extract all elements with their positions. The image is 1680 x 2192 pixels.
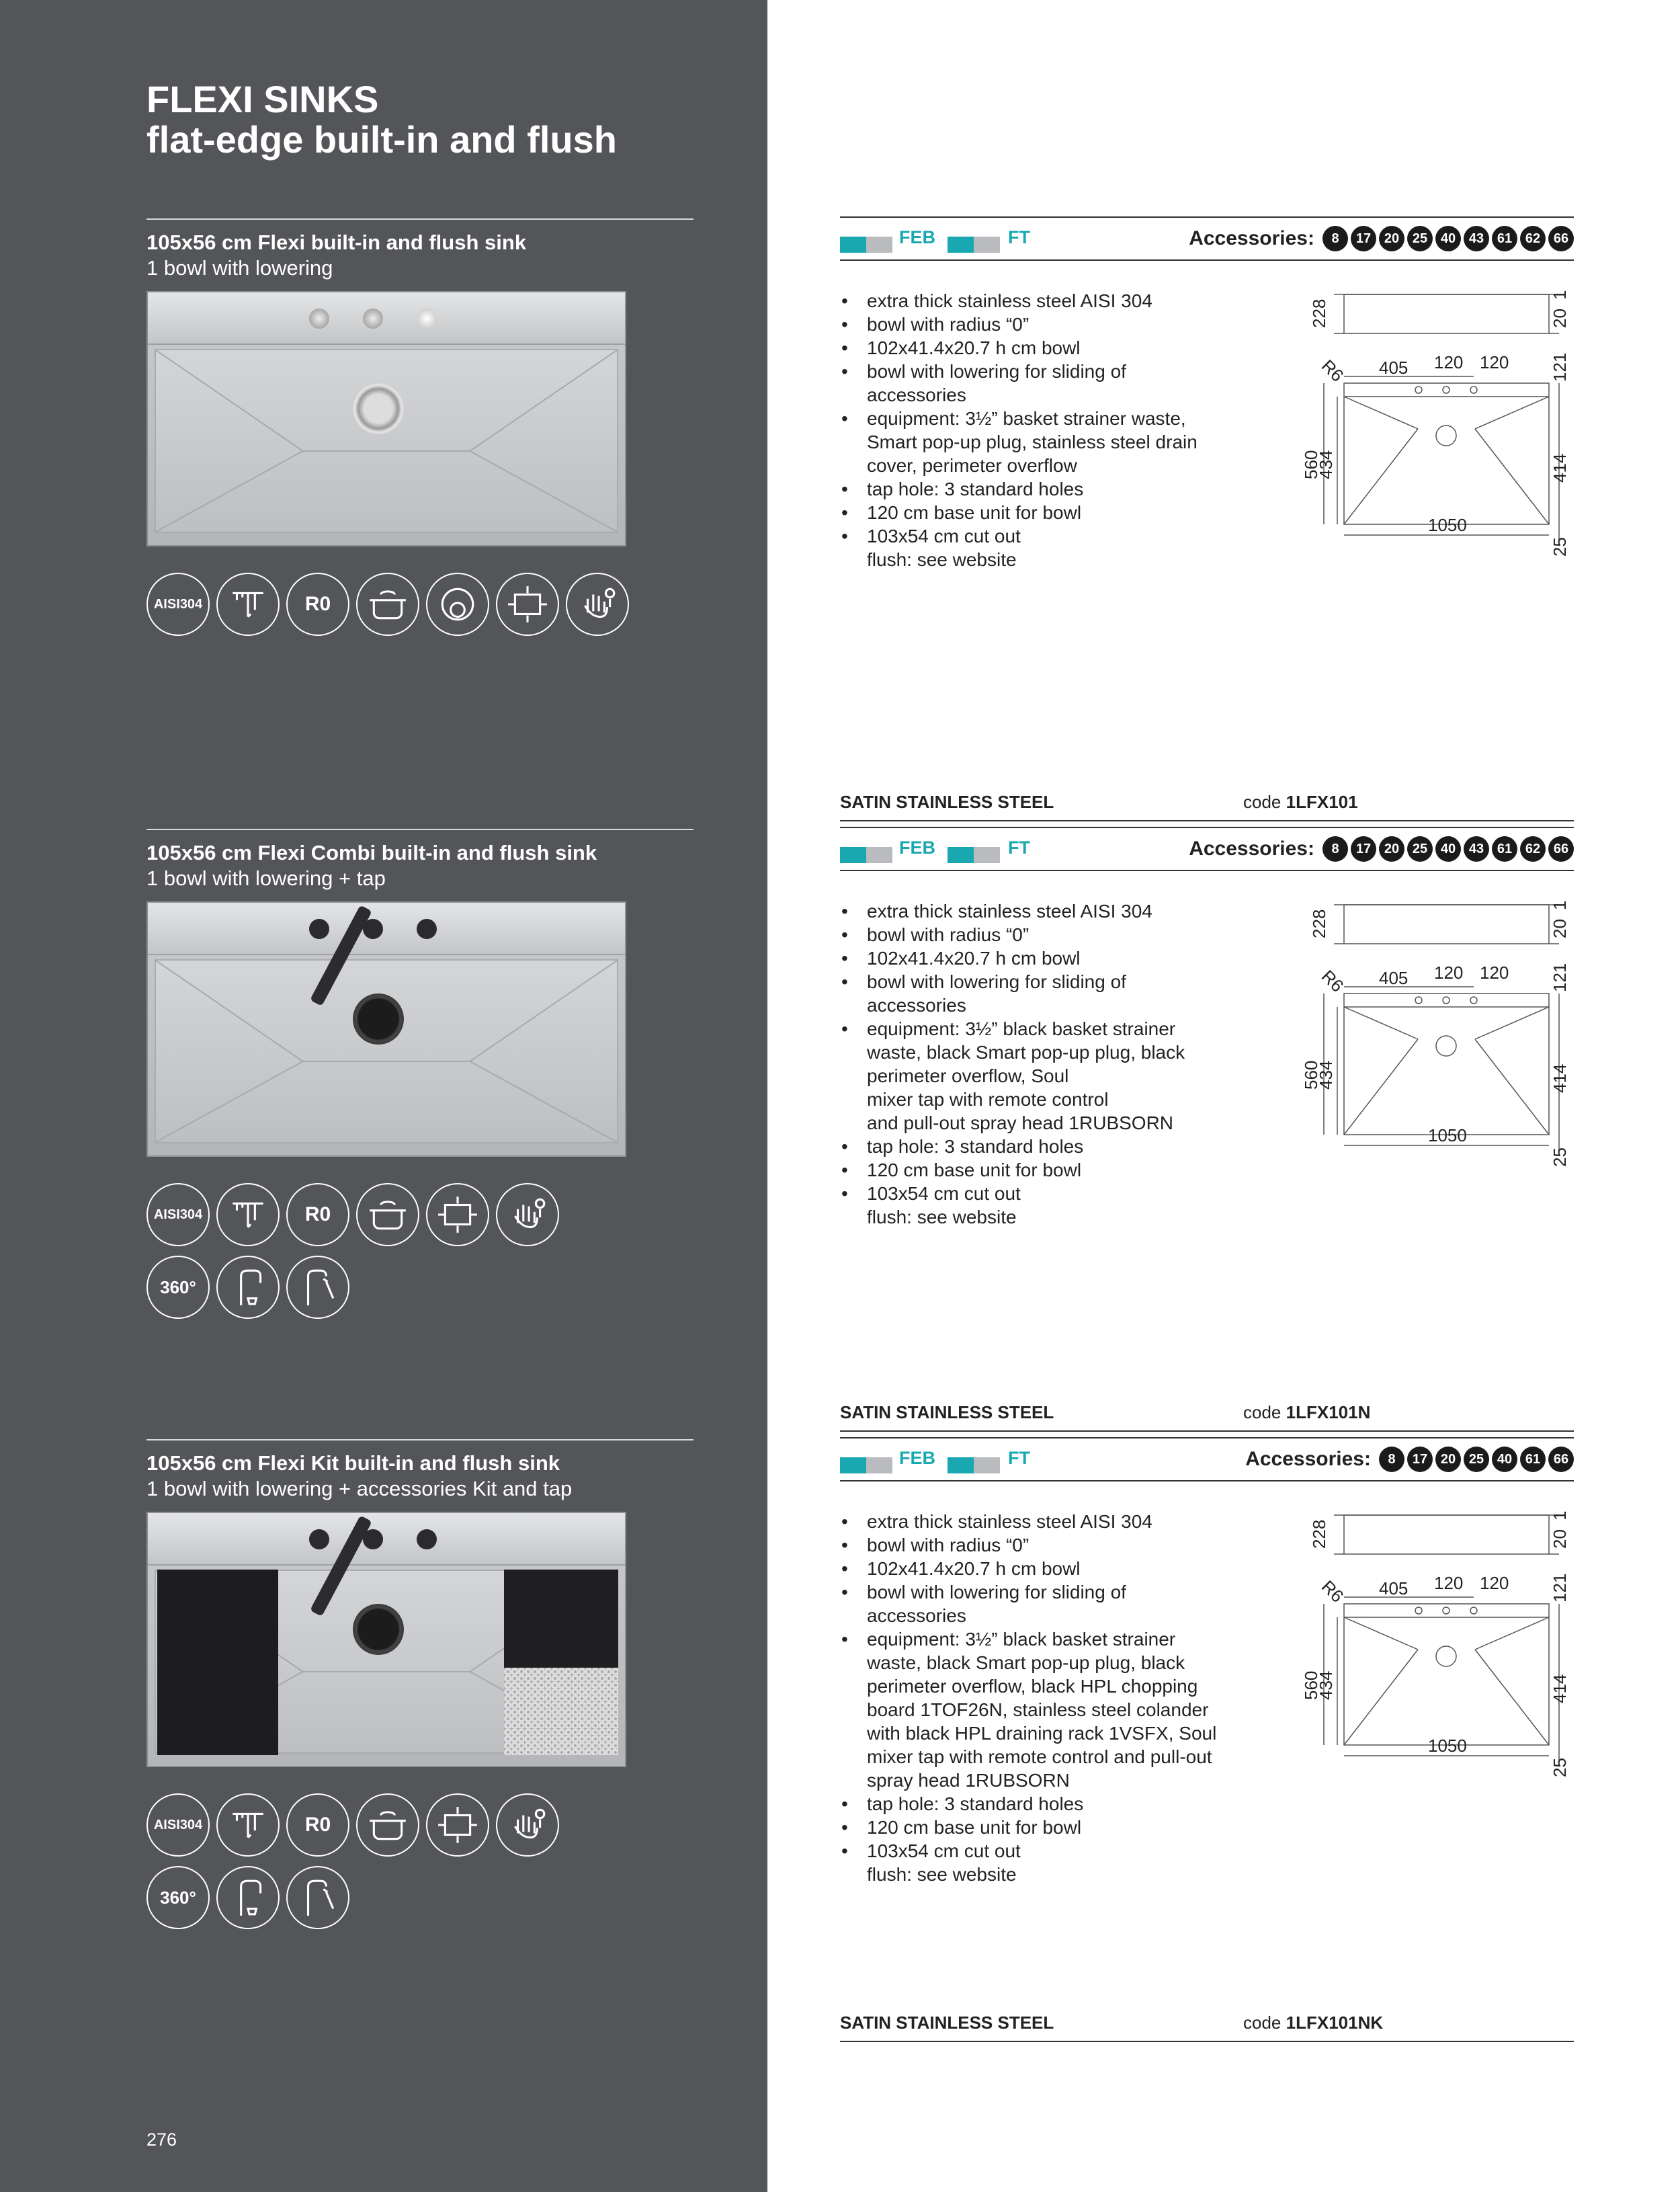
title-line-1: FLEXI SINKS [146,78,379,120]
accessories-label: Accessories: [1189,227,1314,249]
dimension-label: 560 [1301,450,1321,479]
rotation-360-icon [146,1866,210,1929]
accessory-badge[interactable]: 43 [1464,226,1489,251]
finish-label: SATIN STAINLESS STEEL [840,1402,1054,1422]
spec-item: • bowl with lowering for sliding of [867,360,1304,383]
drain [353,1604,404,1655]
tap-hole [309,919,329,939]
code-label: code [1243,1402,1282,1422]
tap-hole [309,309,329,329]
technical-drawing [1277,281,1579,563]
dimension-label: 414 [1550,1674,1570,1703]
tap-icon [216,1256,280,1319]
spec-item: mixer tap with remote control [867,1089,1109,1110]
spec-item: accessories [867,384,966,405]
spec-item: • 102x41.4x20.7 h cm bowl [867,336,1304,360]
dimension-label: R6 [1317,966,1348,996]
plate-icon [426,573,489,636]
sink-bowl [155,349,618,533]
spec-item: • 120 cm base unit for bowl [867,501,1304,524]
spec-item: perimeter overflow, black HPL chopping [867,1676,1198,1697]
caliper-icon [216,1793,280,1857]
dimension-label: 414 [1550,453,1570,483]
dimension-label: 120 [1480,1573,1509,1593]
tap-hole [417,919,437,939]
ft-label: FT [1008,1448,1030,1468]
feb-mount-icon [840,847,892,863]
dimension-label: 25 [1550,537,1570,557]
spec-item: and pull-out spray head 1RUBSORN [867,1112,1174,1133]
dimension-label: R6 [1317,356,1348,386]
product-header-bar [840,1437,1574,1481]
product-code [1243,1402,1370,1423]
accessory-badge[interactable]: 17 [1407,1447,1433,1472]
radius-0: 0 [319,1203,331,1225]
dimension-label: 405 [1379,358,1409,378]
product-title: 105x56 cm Flexi built-in and flush sink [146,231,527,254]
spec-item: • 120 cm base unit for bowl [867,1158,1304,1182]
feb-mount-icon [840,1457,892,1473]
aisi-label: AISI [153,596,180,612]
aisi-grade: 304 [179,1817,203,1832]
dimension-label: 25 [1550,1758,1570,1777]
code-label: code [1243,792,1282,812]
technical-drawing [1277,891,1579,1174]
spec-item: • 103x54 cm cut out [867,524,1304,548]
feature-icons [146,573,629,636]
feature-icons [146,1793,559,1857]
spec-item: flush: see website [867,549,1017,570]
dimension-label: 20 [1550,309,1570,328]
product-header-bar [840,216,1574,261]
aisi-304-icon [146,1793,210,1857]
dimension-label: 560 [1301,1060,1321,1090]
spec-item: • bowl with radius “0” [867,313,1304,336]
aisi-304-icon [146,1183,210,1246]
product-photo [146,901,626,1157]
tap-feature-icons [146,1256,349,1319]
spec-list [840,289,1304,571]
dimension-label: 1050 [1428,515,1467,535]
aisi-304-icon [146,573,210,636]
product-header-bar [840,827,1574,871]
sink-deck [148,903,625,955]
accessory-badge[interactable]: 43 [1464,836,1489,862]
spec-item: accessories [867,995,966,1016]
dimension-label: 560 [1301,1670,1321,1700]
sink-deck [148,292,625,345]
accessory-badge[interactable]: 20 [1379,226,1404,251]
dimension-label: 414 [1550,1063,1570,1093]
accessory-badge[interactable]: 62 [1520,226,1546,251]
spec-item: • extra thick stainless steel AISI 304 [867,289,1304,313]
spec-list [840,1510,1304,1886]
dimension-label: 1050 [1428,1125,1467,1145]
accessory-badge[interactable]: 66 [1548,226,1574,251]
spec-item: • tap hole: 3 standard holes [867,1792,1304,1816]
section-divider [840,820,1574,821]
radius-r: R [304,1203,320,1225]
spec-item: • equipment: 3½” basket strainer waste, [867,407,1304,430]
spec-item: • 102x41.4x20.7 h cm bowl [867,946,1304,970]
spec-item: • 103x54 cm cut out [867,1839,1304,1863]
accessory-badge[interactable]: 61 [1520,1447,1546,1472]
pot-icon [356,1793,419,1857]
spec-item: waste, black Smart pop-up plug, black [867,1042,1185,1063]
accessory-badge[interactable]: 25 [1407,836,1433,862]
tap-hole [417,1529,437,1549]
spec-item: • equipment: 3½” black basket strainer [867,1017,1304,1041]
dimension-label: 1 [1550,900,1570,910]
page-number: 276 [146,2129,177,2150]
radius-zero-icon [286,573,349,636]
feb-label: FEB [899,838,935,858]
cutout-icon [496,573,559,636]
product-heading [146,829,694,891]
dimension-label: 228 [1309,298,1329,328]
spec-item: with black HPL draining rack 1VSFX, Soul [867,1723,1217,1744]
feature-icons [146,1183,559,1246]
spec-item: • extra thick stainless steel AISI 304 [867,899,1304,923]
spec-item: • bowl with radius “0” [867,1533,1304,1557]
dimension-label: R6 [1317,1576,1348,1607]
dimension-label: 121 [1550,1573,1570,1602]
spec-item: waste, black Smart pop-up plug, black [867,1652,1185,1673]
spec-item: mixer tap with remote control and pull-out [867,1746,1212,1767]
dimension-label: 228 [1309,1519,1329,1549]
radius-r: R [304,1814,320,1836]
dimension-label: 434 [1316,1670,1336,1700]
accessory-badge[interactable]: 8 [1322,226,1348,251]
accessories-label: Accessories: [1189,838,1314,860]
radius-0: 0 [319,1814,331,1836]
accessory-badge[interactable]: 40 [1435,226,1461,251]
accessories-label: Accessories: [1245,1448,1371,1470]
accessory-badge[interactable]: 25 [1464,1447,1489,1472]
accessory-badge[interactable]: 40 [1435,836,1461,862]
tap-icon [216,1866,280,1929]
product-heading [146,218,694,280]
accessory-badge[interactable]: 62 [1520,836,1546,862]
dimension-label: 1 [1550,1510,1570,1520]
product-subtitle: 1 bowl with lowering + accessories Kit and tap [146,1477,573,1500]
spec-item: flush: see website [867,1864,1017,1885]
tap-hole [417,309,437,329]
code-value: 1LFX101 [1286,792,1358,812]
dimension-label: 120 [1434,963,1464,983]
product-subtitle: 1 bowl with lowering + tap [146,866,386,890]
dimension-label: 228 [1309,909,1329,938]
dimension-label: 120 [1480,963,1509,983]
dimension-label: 434 [1316,1060,1336,1090]
ft-label: FT [1008,838,1030,858]
accessory-badge[interactable]: 61 [1492,226,1517,251]
accessory-badge[interactable]: 61 [1492,836,1517,862]
ft-label: FT [1008,227,1030,247]
product-photo [146,291,626,546]
spec-item: • equipment: 3½” black basket strainer [867,1627,1304,1651]
accessories-list [1189,226,1574,251]
radius-zero-icon [286,1793,349,1857]
pot-icon [356,1183,419,1246]
code-value: 1LFX101NK [1286,2013,1384,2033]
cutout-icon [426,1183,489,1246]
product-code [1243,792,1358,813]
spec-item: • bowl with lowering for sliding of [867,970,1304,993]
spec-item: cover, perimeter overflow [867,455,1077,476]
spec-item: • tap hole: 3 standard holes [867,1135,1304,1158]
accessory-badge[interactable]: 20 [1435,1447,1461,1472]
radius-zero-icon [286,1183,349,1246]
spec-item: flush: see website [867,1207,1017,1227]
dimension-label: 20 [1550,1529,1570,1549]
tap-hole [363,309,383,329]
dimension-label: 25 [1550,1147,1570,1167]
spec-item: board 1TOF26N, stainless steel colander [867,1699,1209,1720]
dimension-label: 1 [1550,290,1570,300]
spec-item: accessories [867,1605,966,1626]
rotation-label: 360° [160,1276,196,1297]
spec-item: • 120 cm base unit for bowl [867,1816,1304,1839]
spec-item: • bowl with lowering for sliding of [867,1580,1304,1604]
code-label: code [1243,2013,1282,2033]
dimension-label: 1050 [1428,1736,1467,1756]
accessories-list [1189,836,1574,862]
product-subtitle: 1 bowl with lowering [146,256,333,280]
rotation-360-icon [146,1256,210,1319]
product-photo [146,1512,626,1767]
feb-label: FEB [899,227,935,247]
dimension-label: 120 [1480,352,1509,372]
drain [353,993,404,1045]
aisi-grade: 304 [179,596,203,612]
pot-icon [356,573,419,636]
rotation-label: 360° [160,1887,196,1908]
sink-deck [148,1513,625,1566]
spec-item: • tap hole: 3 standard holes [867,477,1304,501]
pull-out-spray-icon [286,1256,349,1319]
pull-out-spray-icon [286,1866,349,1929]
feb-mount-icon [840,237,892,253]
ft-mount-icon [948,237,1000,253]
dimension-label: 120 [1434,1573,1464,1593]
drain [353,383,404,434]
finish-label: SATIN STAINLESS STEEL [840,792,1054,812]
aisi-label: AISI [153,1817,180,1832]
radius-0: 0 [319,593,331,615]
product-title: 105x56 cm Flexi Combi built-in and flush sink [146,841,597,864]
aisi-grade: 304 [179,1207,203,1222]
spec-item: spray head 1RUBSORN [867,1770,1070,1791]
cutout-icon [426,1793,489,1857]
dimension-label: 121 [1550,352,1570,382]
dimension-label: 434 [1316,450,1336,479]
spec-item: • 102x41.4x20.7 h cm bowl [867,1557,1304,1580]
touch-control-icon [566,573,629,636]
accessory-badge[interactable]: 40 [1492,1447,1517,1472]
accessory-badge[interactable]: 66 [1548,836,1574,862]
spec-item: • 103x54 cm cut out [867,1182,1304,1205]
tap-feature-icons [146,1866,349,1929]
technical-drawing [1277,1502,1579,1784]
accessory-badge[interactable]: 66 [1548,1447,1574,1472]
accessory-badge[interactable]: 25 [1407,226,1433,251]
code-value: 1LFX101N [1286,1402,1371,1422]
accessories-list [1245,1447,1574,1472]
tap-hole [309,1529,329,1549]
dimension-label: 405 [1379,1578,1409,1598]
spec-item: • bowl with radius “0” [867,923,1304,946]
touch-control-icon [496,1183,559,1246]
dimension-label: 405 [1379,968,1409,988]
dimension-label: 20 [1550,919,1570,938]
spec-item: perimeter overflow, Soul [867,1065,1069,1086]
finish-label: SATIN STAINLESS STEEL [840,2013,1054,2033]
product-code [1243,2013,1383,2033]
accessory-badge[interactable]: 17 [1351,836,1376,862]
title-line-2: flat-edge built-in and flush [146,118,617,161]
spec-item: Smart pop-up plug, stainless steel drain [867,432,1198,452]
accessory-badge[interactable]: 20 [1379,836,1404,862]
dimension-label: 121 [1550,963,1570,992]
accessory-badge[interactable]: 8 [1379,1447,1404,1472]
sink-bowl [155,959,618,1143]
touch-control-icon [496,1793,559,1857]
product-title: 105x56 cm Flexi Kit built-in and flush sink [146,1451,560,1475]
section-divider [840,1430,1574,1432]
dimension-label: 120 [1434,352,1464,372]
caliper-icon [216,1183,280,1246]
ft-mount-icon [948,1457,1000,1473]
spec-item: • extra thick stainless steel AISI 304 [867,1510,1304,1533]
draining-rack [504,1570,618,1755]
feb-label: FEB [899,1448,935,1468]
ft-mount-icon [948,847,1000,863]
caliper-icon [216,573,280,636]
colander [504,1668,618,1755]
chopping-board [157,1570,278,1755]
radius-r: R [304,593,320,615]
accessory-badge[interactable]: 8 [1322,836,1348,862]
page-title [146,79,617,160]
spec-list [840,899,1304,1229]
aisi-label: AISI [153,1207,180,1222]
accessory-badge[interactable]: 17 [1351,226,1376,251]
section-divider [840,2041,1574,2042]
product-heading [146,1439,694,1501]
